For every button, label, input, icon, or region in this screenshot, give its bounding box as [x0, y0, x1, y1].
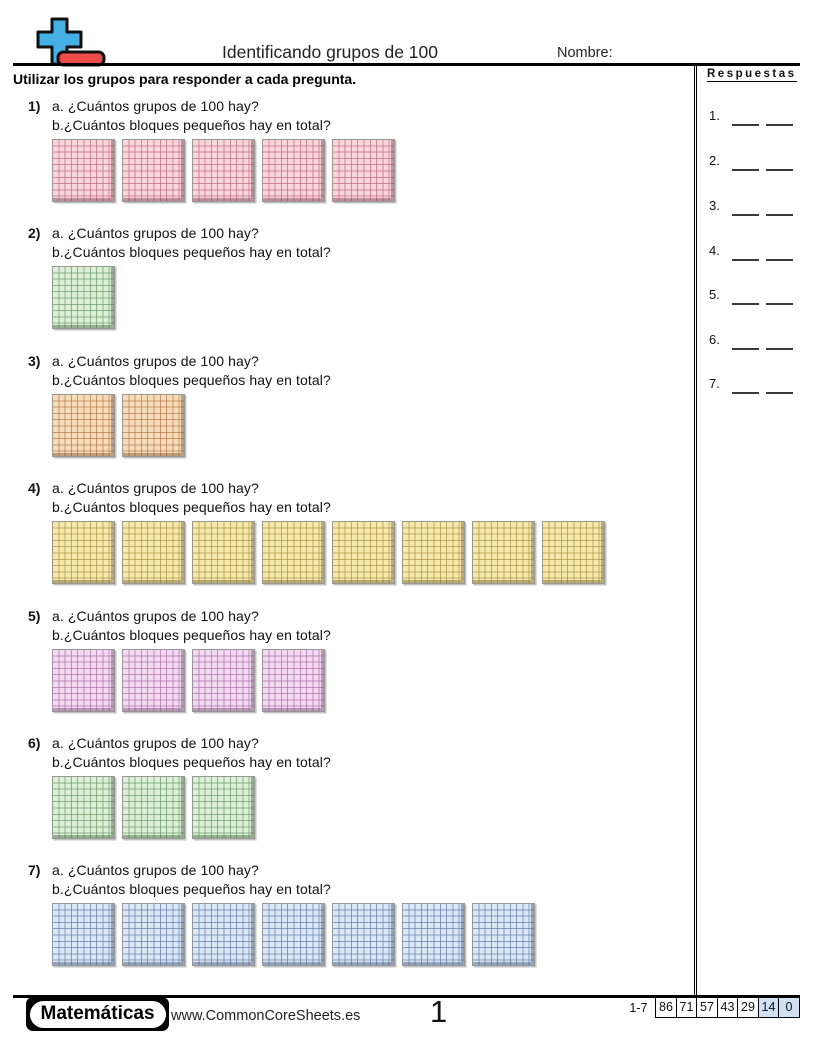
question-part-a: a. ¿Cuántos grupos de 100 hay?: [52, 98, 259, 114]
blocks-row: [52, 649, 688, 712]
hundred-block: [542, 521, 605, 584]
answer-blank-a[interactable]: [732, 381, 759, 394]
blocks-row: [52, 776, 688, 839]
answer-row: [709, 332, 793, 347]
answer-row: [709, 243, 793, 258]
answer-row: [709, 153, 793, 168]
answer-blank-b[interactable]: [766, 248, 793, 261]
answer-blank-a[interactable]: [732, 158, 759, 171]
answer-number: 5.: [709, 287, 720, 302]
hundred-block: [262, 903, 325, 966]
answer-blank-b[interactable]: [766, 381, 793, 394]
hundred-block: [122, 521, 185, 584]
hundred-block: [402, 903, 465, 966]
hundred-block: [472, 521, 535, 584]
hundred-block: [52, 394, 115, 457]
hundred-block: [402, 521, 465, 584]
answer-blank-a[interactable]: [732, 337, 759, 350]
answer-blank-a[interactable]: [732, 203, 759, 216]
answer-blank-b[interactable]: [766, 113, 793, 126]
hundred-block: [122, 394, 185, 457]
question-number: 3): [28, 353, 41, 369]
answer-number: 2.: [709, 153, 720, 168]
question-number: 2): [28, 225, 41, 241]
hundred-block: [262, 649, 325, 712]
hundred-block: [262, 521, 325, 584]
question-part-b: b.¿Cuántos bloques pequeños hay en total?: [52, 881, 331, 897]
answer-blank-b[interactable]: [766, 292, 793, 305]
question-4: [28, 479, 688, 584]
hundred-block: [262, 139, 325, 202]
instruction-text: Utilizar los grupos para responder a cada pregunta.: [13, 71, 357, 87]
vertical-divider: [694, 63, 697, 995]
subject-badge-label: Matemáticas: [30, 1001, 166, 1028]
question-3: [28, 352, 688, 457]
question-part-a: a. ¿Cuántos grupos de 100 hay?: [52, 353, 259, 369]
page-title: Identificando grupos de 100: [222, 42, 438, 62]
question-part-a: a. ¿Cuántos grupos de 100 hay?: [52, 608, 259, 624]
hundred-block: [122, 776, 185, 839]
page-number: 1: [430, 994, 448, 1029]
blocks-row: [52, 903, 688, 966]
blocks-row: [52, 266, 688, 329]
question-number: 6): [28, 735, 41, 751]
answer-number: 3.: [709, 198, 720, 213]
question-part-a: a. ¿Cuántos grupos de 100 hay?: [52, 225, 259, 241]
hundred-block: [472, 903, 535, 966]
answer-row: [709, 376, 793, 391]
score-strip: [629, 997, 800, 1018]
question-part-a: a. ¿Cuántos grupos de 100 hay?: [52, 480, 259, 496]
question-2: [28, 224, 688, 329]
hundred-block: [52, 521, 115, 584]
answer-row: [709, 108, 793, 123]
answers-panel: [703, 63, 813, 995]
question-1: [28, 97, 688, 202]
hundred-block: [122, 139, 185, 202]
question-part-b: b.¿Cuántos bloques pequeños hay en total?: [52, 499, 331, 515]
question-number: 1): [28, 98, 41, 114]
hundred-block: [332, 903, 395, 966]
hundred-block: [192, 521, 255, 584]
blocks-row: [52, 521, 688, 584]
question-5: [28, 607, 688, 712]
score-cell: 0: [778, 997, 800, 1018]
question-part-a: a. ¿Cuántos grupos de 100 hay?: [52, 735, 259, 751]
name-label: Nombre:: [557, 45, 613, 61]
hundred-block: [52, 649, 115, 712]
hundred-block: [192, 139, 255, 202]
hundred-block: [122, 903, 185, 966]
answer-blank-a[interactable]: [732, 113, 759, 126]
hundred-block: [192, 649, 255, 712]
answer-row: [709, 198, 793, 213]
score-cell: 86: [655, 997, 677, 1018]
question-part-b: b.¿Cuántos bloques pequeños hay en total?: [52, 627, 331, 643]
answer-blank-b[interactable]: [766, 203, 793, 216]
hundred-block: [192, 776, 255, 839]
question-part-a: a. ¿Cuántos grupos de 100 hay?: [52, 862, 259, 878]
blocks-row: [52, 139, 688, 202]
score-cell: 43: [717, 997, 739, 1018]
answer-number: 4.: [709, 243, 720, 258]
header-rule: [13, 63, 800, 66]
score-cell: 29: [737, 997, 759, 1018]
answer-blank-b[interactable]: [766, 337, 793, 350]
hundred-block: [52, 903, 115, 966]
website-text: www.CommonCoreSheets.es: [171, 1008, 361, 1024]
question-6: [28, 734, 688, 839]
answer-blank-a[interactable]: [732, 292, 759, 305]
score-range-label: 1-7: [629, 1000, 648, 1015]
subject-badge: [26, 997, 169, 1031]
question-number: 7): [28, 862, 41, 878]
hundred-block: [52, 266, 115, 329]
answers-title: Respuestas: [707, 68, 797, 80]
score-strip-cells: [657, 997, 801, 1018]
question-number: 5): [28, 608, 41, 624]
score-cell: 71: [676, 997, 698, 1018]
hundred-block: [332, 521, 395, 584]
question-part-b: b.¿Cuántos bloques pequeños hay en total?: [52, 372, 331, 388]
question-part-b: b.¿Cuántos bloques pequeños hay en total?: [52, 754, 331, 770]
question-part-b: b.¿Cuántos bloques pequeños hay en total?: [52, 117, 331, 133]
answer-blank-b[interactable]: [766, 158, 793, 171]
hundred-block: [192, 903, 255, 966]
question-7: [28, 861, 688, 966]
hundred-block: [332, 139, 395, 202]
score-cell: 57: [696, 997, 718, 1018]
answer-number: 6.: [709, 332, 720, 347]
score-cell: 14: [758, 997, 780, 1018]
blocks-row: [52, 394, 688, 457]
question-part-b: b.¿Cuántos bloques pequeños hay en total?: [52, 244, 331, 260]
answer-number: 7.: [709, 376, 720, 391]
hundred-block: [52, 139, 115, 202]
question-number: 4): [28, 480, 41, 496]
hundred-block: [122, 649, 185, 712]
hundred-block: [52, 776, 115, 839]
answer-row: [709, 287, 793, 302]
answer-number: 1.: [709, 108, 720, 123]
answer-blank-a[interactable]: [732, 248, 759, 261]
